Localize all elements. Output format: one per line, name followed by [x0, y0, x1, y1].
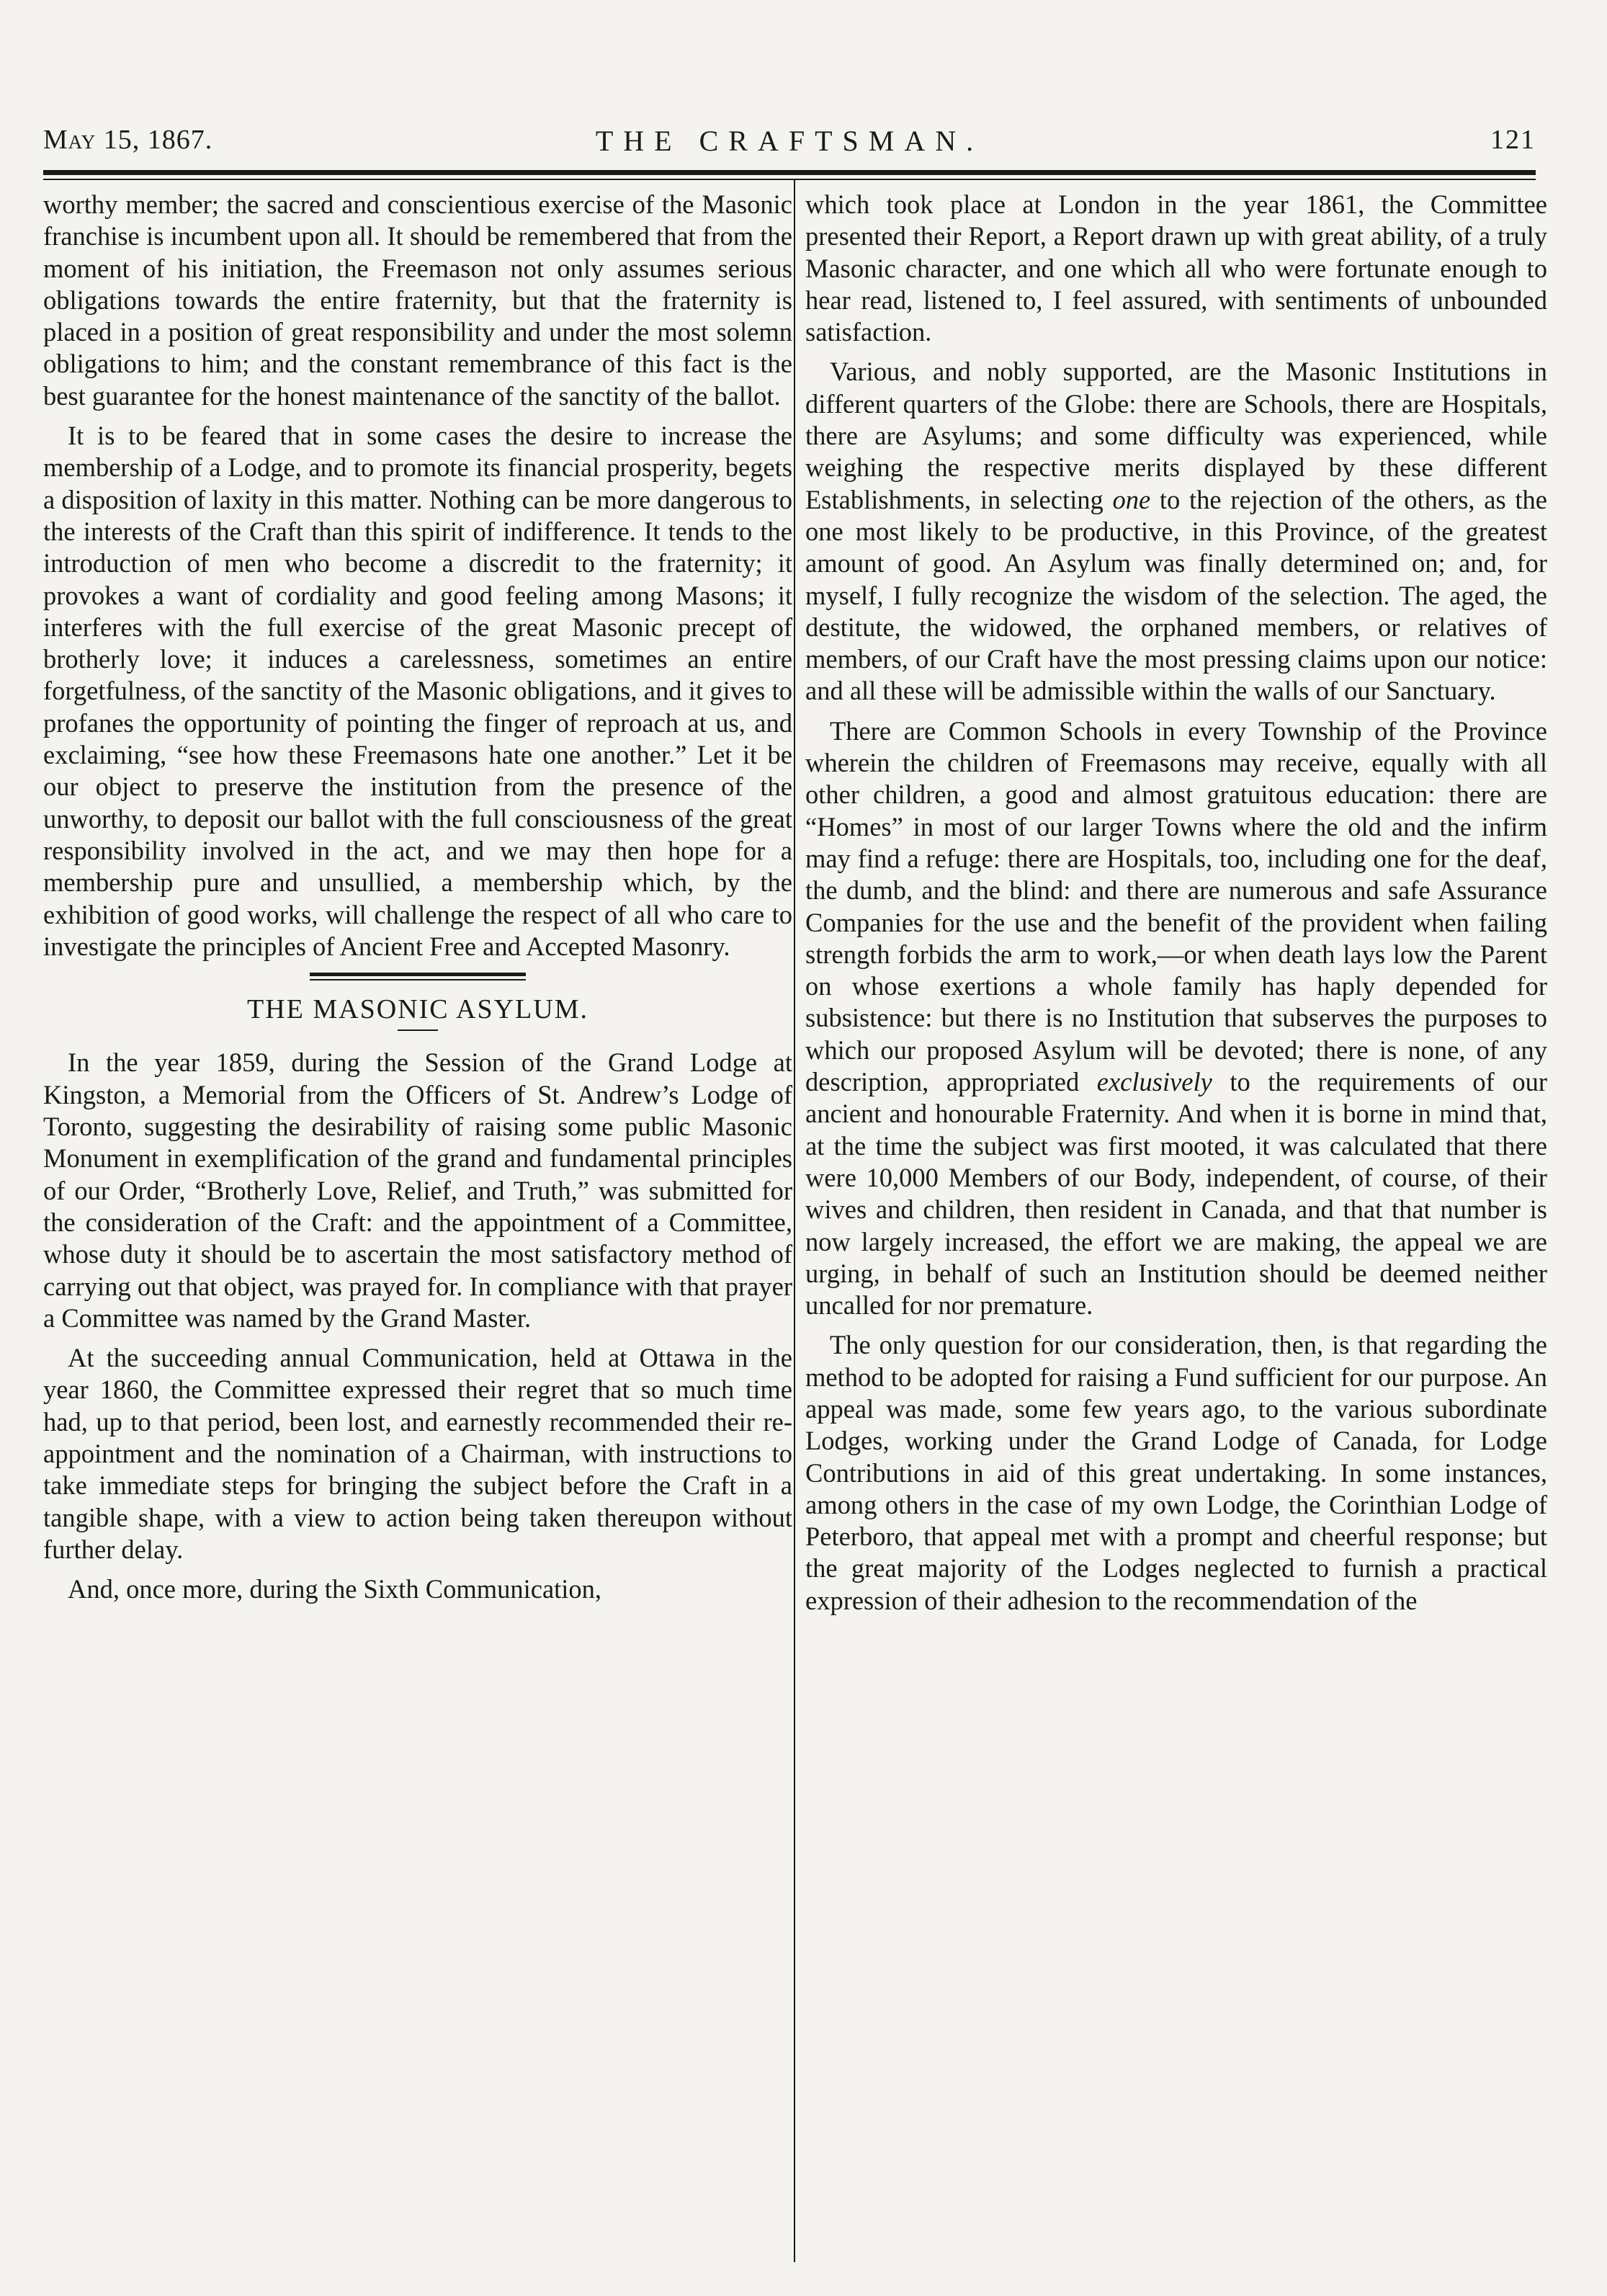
heading-dash — [398, 1029, 438, 1031]
text-run: to the rejection of the others, as the one most likely to be productive, in this Province, of the greatest amount of good. An Asylum was finally determined on; and, for myself, I fully recognize the wisdom of the selection. The aged, the destitute, the widowed, the orphaned members, or relatives of members, of our Craft have the most pressing claims upon our notice: and all these will be admissible within the walls of our Sanctuary. — [805, 484, 1547, 706]
italic-text: one — [1112, 484, 1151, 514]
column-divider — [794, 180, 795, 2262]
page-number: 121 — [1490, 125, 1536, 155]
header-rule-thick — [43, 170, 1536, 175]
section-heading: THE MASONIC ASYLUM. — [247, 994, 588, 1025]
paragraph — [805, 715, 1547, 1322]
right-column — [805, 189, 1547, 1625]
paragraph: worthy member; the sacred and conscientious exercise of the Masonic franchise is incumbent upon all. It should be remembered that from the moment of his initiation, the Freemason not only assumes serious obligations towards the entire fraternity, but that the fraternity is placed in a position of great responsibility and under the most solemn obligations to him; and the constant remembrance of this fact is the best guarantee for the honest maintenance of the sanctity of the ballot. — [43, 189, 792, 411]
text-run: Various, and nobly supported, are the Masonic Institutions in different quarters of the Globe: there are Schools, there are Hospitals, there are Asylums; and some difficulty was experienced, while weighing the respective merits displayed by these different Establishments, in selecting — [805, 357, 1547, 514]
paragraph: It is to be feared that in some cases the desire to increase the membership of a Lodge, and to promote its financial prosperity, begets a disposition of laxity in this matter. Nothing can be more dangerous to the interests of the Craft than this spirit of indifference. It tends to the introduction of men who become a discredit to the fraternity; it provokes a want of cordiality and good feeling among Masons; it interferes with the full exercise of the great Masonic precept of brotherly love; it induces a carelessness, sometimes an entire forgetfulness, of the sanctity of the Masonic obligations, and it gives to profanes the opportunity of pointing the finger of reproach at us, and exclaiming, “see how these Freemasons hate one another.” Let it be our object to preserve the institution from the presence of the unworthy, to deposit our ballot with the full consciousness of the great responsibility involved in the act, and we may then hope for a membership pure and unsullied, a membership which, by the exhibition of good works, will challenge the respect of all who care to investigate the principles of Ancient Free and Accepted Masonry. — [43, 421, 792, 961]
text-run: to the requirements of our ancient and honourable Fraternity. And when it is borne in mind that, at the time the subject was first mooted, it was calculated that there were 10,000 Members of our Body, independent, of course, of their wives and children, then resident in Canada, and that that number is now largely increased, the effort we are making, the appeal we are urging, in behalf of such an Institution should be deemed neither uncalled for nor premature. — [805, 1067, 1547, 1321]
paragraph: The only question for our consideration, then, is that regarding the method to be adopted for raising a Fund sufficient for our purpose. An appeal was made, some few years ago, to the various subordinate Lodges, working under the Grand Lodge of Canada, for Lodge Contributions in aid of this great undertaking. In some instances, among others in the case of my own Lodge, the Corinthian Lodge of Peterboro, that appeal met with a prompt and cheerful response; but the great majority of the Lodges neglected to furnish a practical expression of their adhesion to the recommendation of the — [805, 1330, 1547, 1615]
italic-text: exclusively — [1096, 1067, 1212, 1097]
section-divider-rule — [310, 973, 526, 981]
paragraph: which took place at London in the year 1861, the Committee presented their Report, a Report drawn up with great ability, of a truly Masonic character, and one which all who were fortunate enough to hear read, listened to, I feel assured, with sentiments of unbounded satisfaction. — [805, 189, 1547, 347]
left-column — [43, 189, 792, 1613]
running-header — [43, 124, 1536, 174]
header-rule-thin — [43, 179, 1536, 180]
issue-date: May 15, 1867. — [43, 125, 213, 155]
paragraph: And, once more, during the Sixth Communication, — [68, 1574, 602, 1604]
text-run: There are Common Schools in every Township of the Province wherein the children of Freemasons may receive, equally with all other children, a good and almost gratuitous education: there are “Homes” in most of our larger Towns where the old and the infirm may find a refuge: there are Hospitals, too, including one for the deaf, the dumb, and the blind: and there are numerous and safe Assurance Companies for the use and the benefit of the provident when failing strength forbids the arm to work,—or when death lays low the Parent on whose exertions a whole family has haply depended for subsistence: but there is no Institution that subserves the purposes to which our proposed Asylum will be devoted; there is none, of any description, appropriated — [805, 715, 1547, 1097]
paragraph: At the succeeding annual Communication, held at Ottawa in the year 1860, the Committee expressed their regret that so much time had, up to that period, been lost, and earnestly recommended their re-appointment and the nomination of a Chairman, with instructions to take immediate steps for bringing the subject before the Craft in a tangible shape, with a view to action being taken thereupon without further delay. — [43, 1343, 792, 1564]
publication-title: THE CRAFTSMAN. — [595, 125, 984, 157]
paragraph — [805, 356, 1547, 707]
paragraph: In the year 1859, during the Session of the Grand Lodge at Kingston, a Memorial from the Officers of St. Andrew’s Lodge of Toronto, suggesting the desirability of raising some public Masonic Monument in exemplification of the grand and fundamental principles of our Order, “Brotherly Love, Relief, and Truth,” was submitted for the consideration of the Craft: and the appointment of a Committee, whose duty it should be to ascertain the most satisfactory method of carrying out that object, was prayed for. In compliance with that prayer a Committee was named by the Grand Master. — [43, 1048, 792, 1333]
